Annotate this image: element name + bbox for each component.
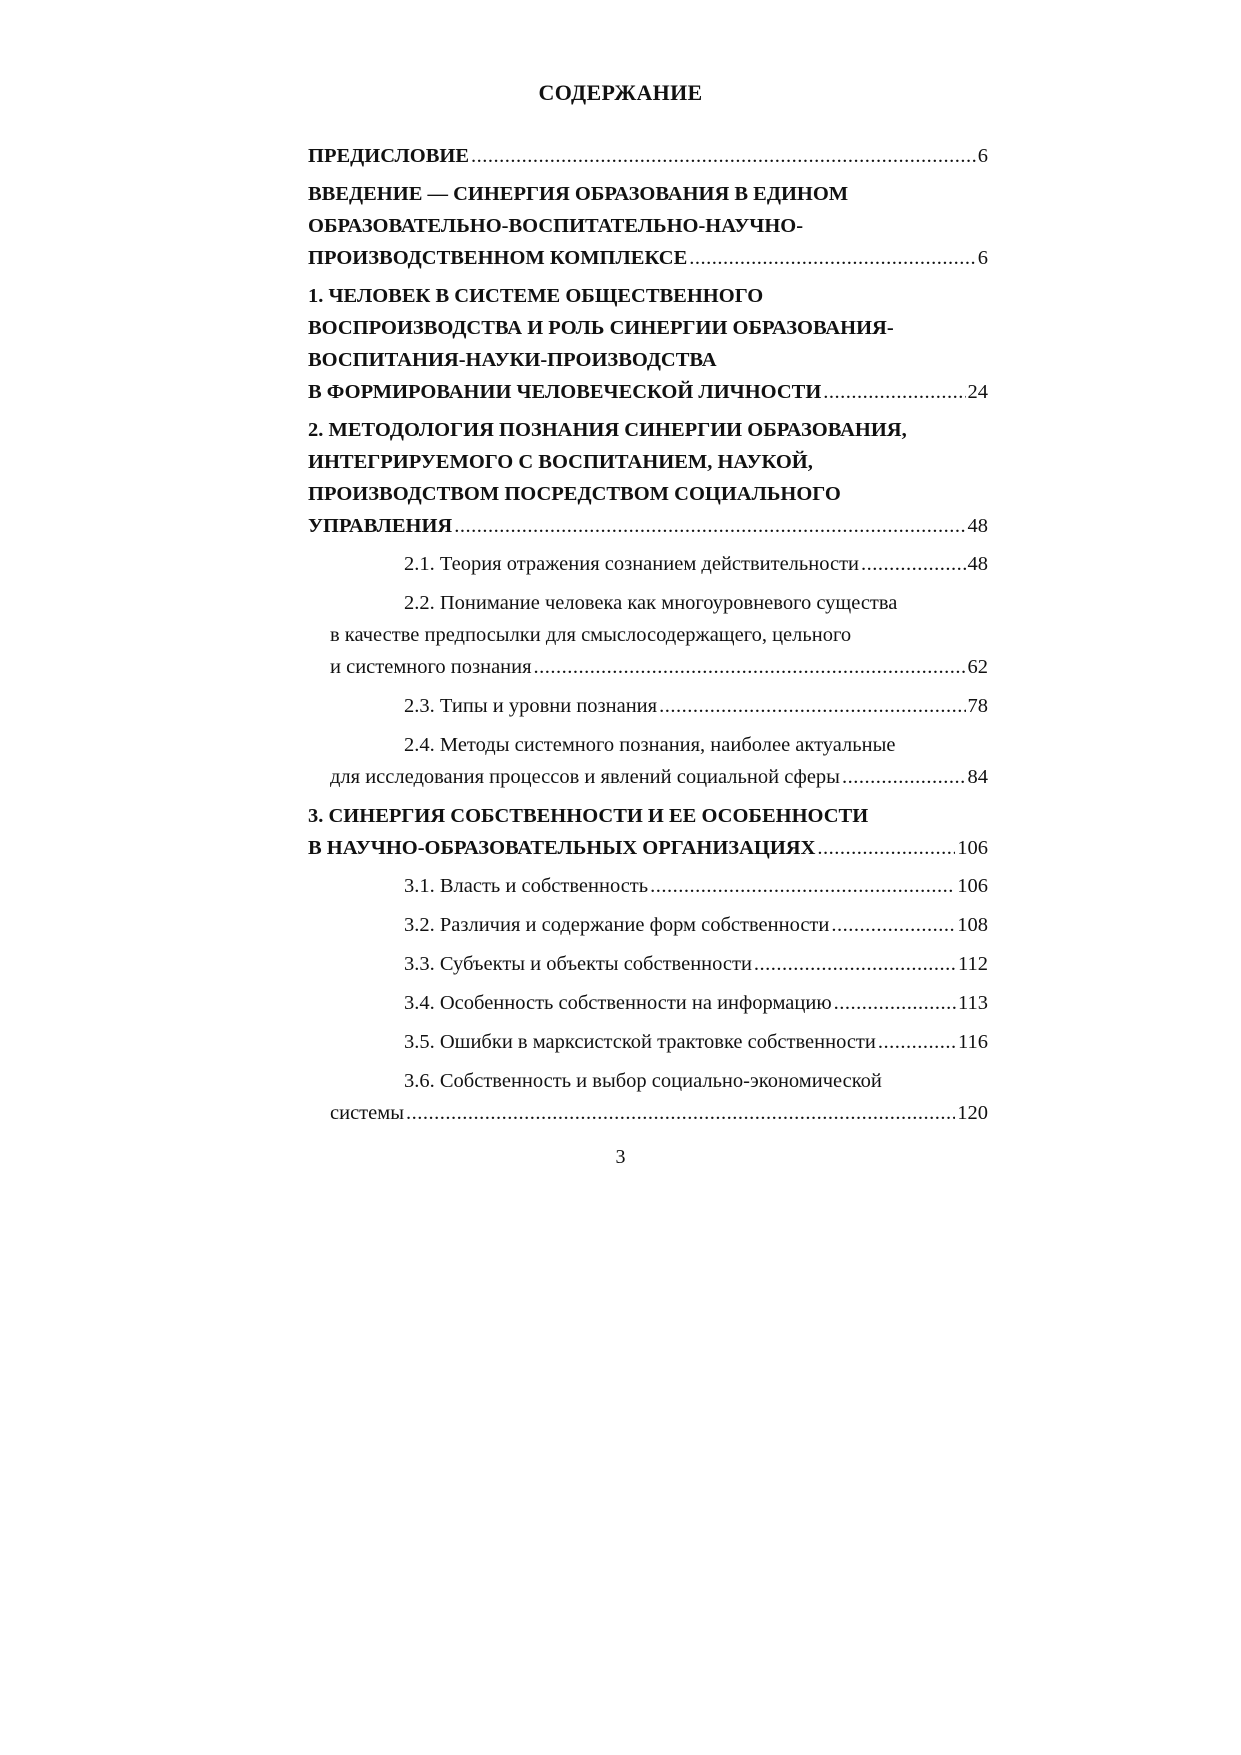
toc-page-number: 116 <box>958 1031 988 1053</box>
toc-entry[interactable] <box>308 548 988 580</box>
toc-entry[interactable] <box>308 1026 988 1058</box>
toc-entry-text: УПРАВЛЕНИЯ <box>308 515 453 537</box>
toc-page-number: 48 <box>967 553 988 575</box>
toc-entry[interactable] <box>308 587 988 683</box>
toc-entry-text: ОБРАЗОВАТЕЛЬНО-ВОСПИТАТЕЛЬНО-НАУЧНО- <box>308 215 804 237</box>
toc-entry-text: 3. СИНЕРГИЯ СОБСТВЕННОСТИ И ЕЕ ОСОБЕННОСТИ <box>308 805 869 827</box>
toc-entry-text: ПРЕДИСЛОВИЕ <box>308 145 469 167</box>
toc-entry[interactable] <box>308 280 988 408</box>
dot-leader <box>817 832 955 864</box>
toc-entry[interactable] <box>308 690 988 722</box>
toc-entry-text: 3.6. Собственность и выбор социально-экономической <box>404 1070 882 1092</box>
toc-entry[interactable] <box>308 987 988 1019</box>
dot-leader <box>454 510 965 542</box>
toc-entry-text: 2. МЕТОДОЛОГИЯ ПОЗНАНИЯ СИНЕРГИИ ОБРАЗОВАНИЯ, <box>308 419 907 441</box>
dot-leader <box>471 140 976 172</box>
toc-page-number: 24 <box>967 381 988 403</box>
toc-entry-text: 1. ЧЕЛОВЕК В СИСТЕМЕ ОБЩЕСТВЕННОГО <box>308 285 764 307</box>
toc-entry[interactable] <box>308 909 988 941</box>
dot-leader <box>834 987 956 1019</box>
toc-entry[interactable] <box>308 729 988 793</box>
toc-page-number: 6 <box>977 145 988 167</box>
toc-entry-text: в качестве предпосылки для смыслосодержащего, цельного <box>330 624 852 646</box>
toc-entry-text: 2.4. Методы системного познания, наиболее актуальные <box>404 734 896 756</box>
toc-entry-text: ИНТЕГРИРУЕМОГО С ВОСПИТАНИЕМ, НАУКОЙ, <box>308 451 813 473</box>
table-of-contents <box>308 140 988 1136</box>
toc-entry-text: 3.1. Власть и собственность <box>404 875 649 897</box>
toc-page-number: 106 <box>957 837 988 859</box>
dot-leader <box>689 242 975 274</box>
toc-page-number: 62 <box>967 656 988 678</box>
page-number: 3 <box>615 1146 626 1168</box>
page-title: СОДЕРЖАНИЕ <box>538 80 703 105</box>
toc-entry-text: ПРОИЗВОДСТВЕННОМ КОМПЛЕКСЕ <box>308 247 688 269</box>
toc-entry-text: 3.4. Особенность собственности на информацию <box>404 992 832 1014</box>
toc-entry-text: 3.3. Субъекты и объекты собственности <box>404 953 752 975</box>
toc-entry-text: для исследования процессов и явлений социальной сферы <box>330 766 840 788</box>
dot-leader <box>650 870 955 902</box>
toc-entry[interactable] <box>308 800 988 864</box>
toc-entry[interactable] <box>308 1065 988 1129</box>
toc-page-number: 6 <box>977 247 988 269</box>
toc-entry[interactable] <box>308 414 988 542</box>
toc-entry-text: ВВЕДЕНИЕ — СИНЕРГИЯ ОБРАЗОВАНИЯ В ЕДИНОМ <box>308 183 849 205</box>
toc-page-number: 113 <box>958 992 988 1014</box>
toc-entry-text: 2.1. Теория отражения сознанием действительности <box>404 553 860 575</box>
toc-entry-text: 3.2. Различия и содержание форм собственности <box>404 914 830 936</box>
toc-entry-text: ПРОИЗВОДСТВОМ ПОСРЕДСТВОМ СОЦИАЛЬНОГО <box>308 483 841 505</box>
dot-leader <box>878 1026 956 1058</box>
toc-entry[interactable] <box>308 178 988 274</box>
dot-leader <box>861 548 965 580</box>
toc-page-number: 112 <box>958 953 988 975</box>
toc-entry-text: 2.2. Понимание человека как многоуровневого существа <box>404 592 898 614</box>
dot-leader <box>659 690 965 722</box>
toc-entry-text: 2.3. Типы и уровни познания <box>404 695 658 717</box>
toc-page-number: 106 <box>957 875 988 897</box>
toc-page-number: 78 <box>967 695 988 717</box>
toc-entry-text: системы <box>330 1102 404 1124</box>
toc-page-number: 108 <box>957 914 988 936</box>
toc-entry-text: 3.5. Ошибки в марксистской трактовке собственности <box>404 1031 876 1053</box>
toc-entry-text: и системного познания <box>330 656 532 678</box>
dot-leader <box>754 948 956 980</box>
dot-leader <box>406 1097 955 1129</box>
toc-entry[interactable] <box>308 948 988 980</box>
dot-leader <box>831 909 955 941</box>
toc-page-number: 48 <box>967 515 988 537</box>
dot-leader <box>823 376 965 408</box>
toc-entry[interactable] <box>308 140 988 172</box>
toc-entry[interactable] <box>308 870 988 902</box>
toc-entry-text: В НАУЧНО-ОБРАЗОВАТЕЛЬНЫХ ОРГАНИЗАЦИЯХ <box>308 837 816 859</box>
toc-entry-text: ВОСПИТАНИЯ-НАУКИ-ПРОИЗВОДСТВА <box>308 349 717 371</box>
toc-entry-text: ВОСПРОИЗВОДСТВА И РОЛЬ СИНЕРГИИ ОБРАЗОВАНИЯ- <box>308 317 894 339</box>
dot-leader <box>534 651 966 683</box>
toc-entry-text: В ФОРМИРОВАНИИ ЧЕЛОВЕЧЕСКОЙ ЛИЧНОСТИ <box>308 381 822 403</box>
dot-leader <box>842 761 966 793</box>
toc-page-number: 84 <box>967 766 988 788</box>
toc-page-number: 120 <box>957 1102 988 1124</box>
